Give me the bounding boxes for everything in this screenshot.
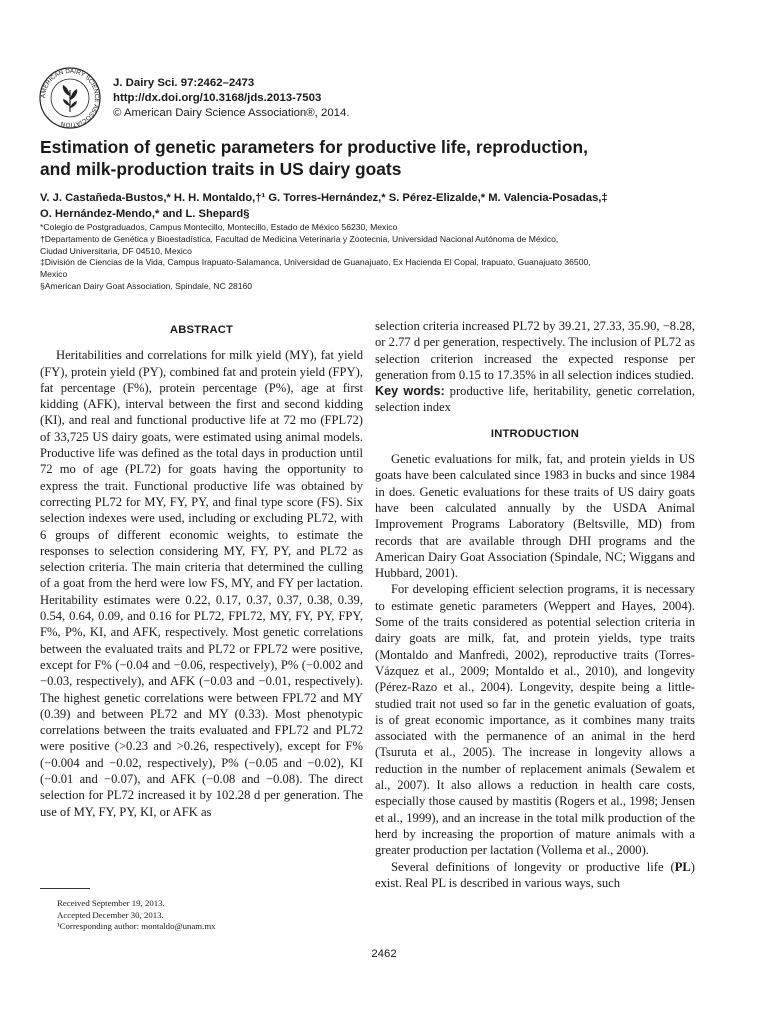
authors-line-2: O. Hernández-Mendo,* and L. Shepard§ — [40, 207, 250, 220]
svg-text:AMERICAN DAIRY SCIENCE ASSOCIA: AMERICAN DAIRY SCIENCE ASSOCIATION — [39, 67, 101, 129]
accepted-date: Accepted December 30, 2013. — [57, 909, 164, 920]
authors-line-1: V. J. Castañeda-Bustos,* H. H. Montaldo,†¹ G. Torres-Hernández,* S. Pérez-Elizalde,* M. Valencia-Posadas,‡ — [40, 192, 608, 204]
received-date: Received September 19, 2013. — [57, 898, 165, 908]
author-list — [40, 191, 740, 222]
keywords-label: Key words: — [375, 384, 445, 399]
intro-p3-start: Several definitions of longevity or productive life ( — [391, 859, 675, 874]
abstract-heading: ABSTRACT — [169, 324, 234, 336]
copyright-notice: © American Dairy Science Association®, 2014. — [113, 107, 350, 119]
doi-link[interactable]: http://dx.doi.org/10.3168/jds.2013-7503 — [113, 92, 322, 104]
intro-paragraph-1: Genetic evaluations for milk, fat, and protein yields in US goats have been calculated since 1983 in bucks and since 1984 in does. Genetic evaluations for these traits of US dairy goats have been calculated annually by the USDA Animal Improvement Programs Laboratory (Beltsville, MD) from records that are available through DHI programs and the American Dairy Goat Association (Spindale, NC; Wiggans and Hubbard, 2001). — [375, 452, 695, 581]
abstract-text: Heritabilities and correlations for milk yield (MY), fat yield (FY), protein yield (PY), combined fat and protein yield (FPY), fat percentage (F%), protein percentage (P%), age at first kidding (AFK), interval between the first and second kidding (KI), and real and functional productive life at 72 mo (FPL72) of 33,725 US dairy goats, were estimated using animal models. Productive life was defined as the total days in production until 72 mo of age (PL72) for goats having the opportunity to express the trait. Functional productive life was obtained by correcting PL72 for MY, FY, PY, and final type score (FS). Six selection indexes were used, including or excluding PL72, with 6 groups of different economic weights, to estimate the responses to selection considering MY, FY, PY, and PL72 as selection criteria. The main criteria that determined the culling of a goat from the herd were low FS, MY, and FY per lactation. Heritability estimates were 0.22, 0.17, 0.37, 0.37, 0.38, 0.39, 0.54, 0.64, 0.09, and 0.16 for PL72, FPL72, MY, FY, PY, FPY, F%, P%, KI, and AFK, respectively. Most genetic correlations between the evaluated traits and PL72 or FPL72 were positive, except for F% (−0.04 and −0.06, respectively), P% (−0.002 and −0.03, respectively), and AFK (−0.03 and −0.01, respectively). The highest genetic correlations were between FPL72 and MY (0.39) and between PL72 and MY (0.33). Most phenotypic correlations between the traits evaluated and FPL72 and PL72 were positive (>0.23 and >0.26, respectively), except for F% (−0.004 and −0.02, respectively), P% (−0.05 and −0.02), KI (−0.01 and −0.07), and AFK (−0.08 and −0.08). The direct selection for PL72 increased it by 102.28 d per generation. The use of MY, FY, PY, KI, or AFK as — [40, 348, 363, 819]
journal-citation: J. Dairy Sci. 97:2462–2473 — [113, 77, 255, 89]
keywords — [375, 383, 695, 416]
title-line-2: and milk-production traits in US dairy goats — [40, 159, 402, 179]
affiliation-line: §American Dairy Goat Association, Spindale, NC 28160 — [40, 280, 253, 291]
page-number: 2462 — [371, 948, 397, 960]
ads-association-seal — [38, 66, 102, 130]
intro-p3-end: ) exist. Real PL is described in various ways, such — [375, 859, 695, 890]
footnotes — [40, 898, 216, 933]
right-column — [375, 318, 695, 891]
abstract-text-continued: selection criteria increased PL72 by 39.21, 27.33, 35.90, −8.28, or 2.77 d per generation, respectively. The inclusion of PL72 as selection criterion increased the expected response per generation from 0.15 to 17.35% in all selection indices studied. — [375, 319, 695, 382]
footnote-divider — [40, 888, 90, 889]
affiliation-line: Mexico — [40, 269, 68, 280]
keywords-text: productive life, heritability, genetic correlation, selection index — [375, 384, 695, 415]
intro-paragraph-2: For developing efficient selection programs, it is necessary to estimate genetic parameters (Weppert and Hayes, 2004). Some of the traits considered as potential selection criteria in dairy goats are milk, fat, and protein yields, type traits (Montaldo and Manfredi, 2002), reproductive traits (Torres-Vázquez et al., 2009; Montaldo et al., 2010), and longevity (Pérez-Razo et al., 2004). Longevity, despite being a little-studied trait not used so far in the genetic evaluation of goats, is of great economic importance, as it combines many traits associated with the permanence of an animal in the herd (Tsuruta et al., 2005). The increase in longevity allows a reduction in the number of replacement animals (Sewalem et al., 2007). It also allows a reduction in health care costs, especially those caused by mastitis (Rogers et al., 1998; Jensen et al., 1999), and an increase in the total milk production of the herd by increasing the proportion of mature animals with a greater production per lactation (Vollema et al., 2000). — [375, 582, 695, 858]
affiliations — [40, 222, 740, 293]
paper-title — [40, 136, 740, 180]
affiliation-line: †Departamento de Genética y Bioestadística, Facultad de Medicina Veterinaria y Zootecnia, Universidad Nacional Autónoma de México, — [40, 233, 559, 244]
title-line-1: Estimation of genetic parameters for productive life, reproduction, — [40, 137, 588, 157]
journal-header — [113, 76, 349, 121]
affiliation-line: ‡División de Ciencias de la Vida, Campus Irapuato-Salamanca, Universidad de Guanajuato, Ex Hacienda El Copal, Irapuato, Guanajuato 36500, — [40, 257, 591, 268]
intro-paragraph-3 — [375, 859, 695, 892]
left-column — [40, 318, 363, 820]
affiliation-line: Ciudad Universitaria, DF 04510, Mexico — [40, 245, 192, 256]
pl-abbreviation: PL — [674, 859, 691, 874]
introduction-heading: INTRODUCTION — [490, 427, 580, 440]
corresponding-author: ¹Corresponding author: montaldo@unam.mx — [57, 921, 216, 932]
affiliation-line: *Colegio de Postgraduados, Campus Montecillo, Montecillo, Estado de México 56230, Mexico — [40, 222, 398, 232]
